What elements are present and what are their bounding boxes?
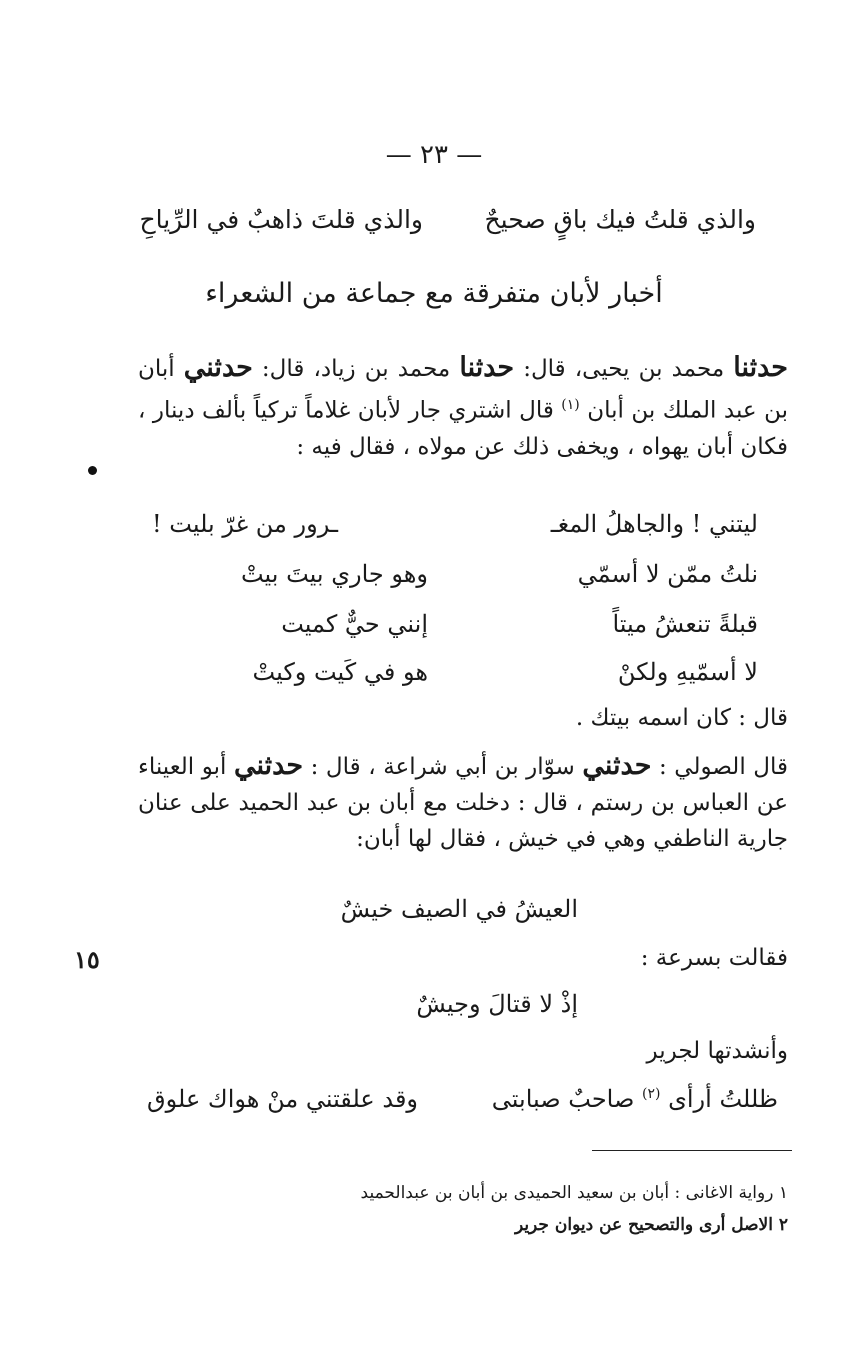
margin-number-15: ١٥ — [74, 945, 100, 974]
poem1-line1-second: ـرور من غرّ بليت ! — [152, 510, 338, 538]
paragraph-isnad-2 — [138, 748, 788, 857]
para1-text-3: أبان بن عبد الملك بن أبان — [138, 356, 788, 424]
footnote-1 — [361, 1183, 788, 1203]
poem1-line4-first: لا أسمّيهِ ولكنْ — [617, 658, 758, 686]
poem1-line2-first: نلتُ ممّن لا أسمّي — [577, 560, 758, 588]
opening-verse-first-hemistich: والذي قلتُ فيك باقٍ صحيحٌ — [484, 205, 756, 234]
section-heading: أخبار لأبان متفرقة مع جماعة من الشعراء — [205, 278, 663, 309]
footnote-2-marker: ٢ — [778, 1215, 788, 1235]
jarir-verse-first — [492, 1085, 778, 1113]
margin-dot-marker — [88, 466, 97, 475]
poem1-line3-first: قبلةً تنعشُ ميتاً — [612, 610, 758, 638]
para2-text-2: سوّار بن أبي شراعة ، قال : — [303, 754, 583, 780]
haddathana-word: حدثنا — [459, 352, 515, 383]
recited-jarir: وأنشدتها لجرير — [646, 1038, 788, 1064]
after-poem-note: قال : كان اسمه بيتك . — [575, 705, 788, 731]
para1-text-4: قال اشتري جار لأبان غلاماً تركياً بألف دينار ، فكان أبان يهواه ، ويخفى ذلك عن مولاه ، فقال فيه : — [138, 397, 788, 460]
poem1-line4-second: هو في كَيت وكيتْ — [252, 658, 428, 686]
opening-verse-second-hemistich: والذي قلتَ ذاهبٌ في الرِّياحِ — [139, 205, 423, 234]
para1-text-1: محمد بن يحيى، قال: — [514, 356, 734, 382]
jarir-first-text: ظللتُ أرأى — [660, 1085, 778, 1113]
jarir-first-rest: صاحبٌ صبابتى — [491, 1085, 642, 1113]
inan-line: إذْ لا قتالَ وجيشٌ — [416, 990, 578, 1018]
footnote-1-text: رواية الاغانى : أبان بن سعيد الحميدى بن أبان بن عبدالحميد — [360, 1183, 779, 1203]
said-quickly: فقالت بسرعة : — [640, 945, 788, 971]
page-number: — ٢٣ — — [385, 140, 483, 170]
footnote-2-text: الاصل أرى والتصحيح عن ديوان جرير — [514, 1215, 779, 1235]
footnote-ref-2: (٢) — [642, 1086, 661, 1102]
poem1-line2-second: وهو جاري بيتَ بيتْ — [240, 560, 428, 588]
jarir-verse-second: وقد علقتني منْ هواك علوق — [147, 1085, 418, 1113]
para2-text-3: أبو العيناء عن العباس بن رستم ، قال : دخلت مع أبان بن عبد الحميد على عنان جارية الناطفي وهي في خيش ، فقال لها أبان: — [138, 754, 788, 852]
footnote-2 — [515, 1215, 788, 1235]
aban-line: العيشُ في الصيف خيشٌ — [340, 895, 578, 923]
haddathana-word: حدثنا — [733, 352, 788, 383]
para2-text-1: قال الصولي : — [651, 754, 788, 780]
para1-text-2: محمد بن زياد، قال: — [252, 356, 460, 382]
footnote-rule — [592, 1150, 792, 1151]
poem1-line1-first: ليتني ! والجاهلُ المغـ — [550, 510, 758, 538]
footnote-1-marker: ١ — [778, 1183, 788, 1203]
paragraph-isnad-1 — [138, 350, 788, 465]
footnote-ref-1: (١) — [561, 397, 580, 413]
haddathani-word: حدثني — [183, 352, 253, 383]
poem1-line3-second: إنني حيٌّ كميت — [281, 610, 428, 638]
haddathani-word: حدثني — [234, 750, 304, 781]
haddathani-word: حدثني — [582, 750, 652, 781]
